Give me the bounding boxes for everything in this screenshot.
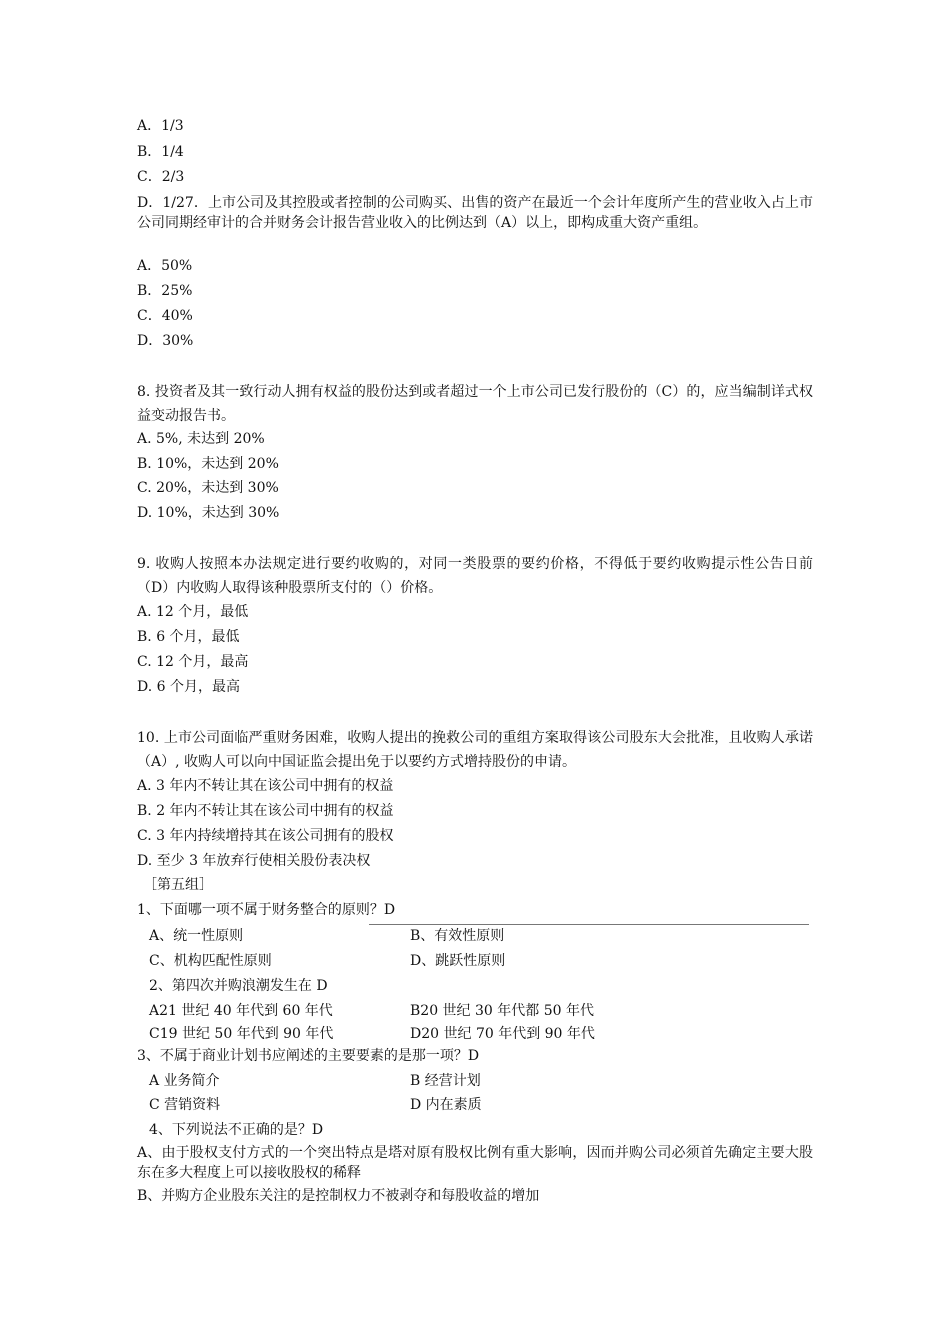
g5-q1-stem: 1、下面哪一项不属于财务整合的原则？D: [137, 902, 396, 918]
g5-q4-option-b: B、并购方企业股东关注的是控制权力不被剥夺和每股收益的增加: [137, 1188, 540, 1204]
q7-option-b: B．25%: [137, 283, 193, 299]
q8-option-a: A. 5%, 未达到 20%: [137, 431, 265, 447]
q10-option-b: B. 2 年内不转让其在该公司中拥有的权益: [137, 803, 394, 819]
q8-option-d: D. 10%，未达到 30%: [137, 505, 280, 521]
question-7-stem: D．1/27．上市公司及其控股或者控制的公司购买、出售的资产在最近一个会计年度所产生的营业收入占上市公司同期经审计的合并财务会计报告营业收入的比例达到（A）以上，即构成重大资产重组。: [137, 195, 813, 231]
g5-q1-option-b: B、有效性原则: [410, 928, 505, 944]
g5-q3-option-d: D 内在素质: [410, 1097, 482, 1113]
g5-q4-stem: 4、下列说法不正确的是？D: [149, 1122, 324, 1138]
g5-q3-option-b: B 经营计划: [410, 1073, 481, 1089]
g5-q1-option-c: C、机构匹配性原则: [149, 953, 272, 969]
question-9-stem: 9. 收购人按照本办法规定进行要约收购的，对同一类股票的要约价格，不得低于要约收购提示性公告日前（D）内收购人取得该种股票所支付的（）价格。: [137, 556, 813, 596]
q7-option-a: A．50%: [137, 258, 193, 274]
q9-option-b: B. 6 个月，最低: [137, 629, 240, 645]
q8-option-c: C. 20%，未达到 30%: [137, 480, 279, 496]
g5-q3-option-a: A 业务简介: [149, 1073, 220, 1089]
question-10-stem: 10. 上市公司面临严重财务困难，收购人提出的挽救公司的重组方案取得该公司股东大会批准，且收购人承诺（A）, 收购人可以向中国证监会提出免于以要约方式增持股份的申请。: [137, 730, 813, 770]
option-c: C．2/3: [137, 169, 185, 185]
q7-option-d: D．30%: [137, 333, 194, 349]
g5-q1-option-a: A、统一性原则: [149, 928, 244, 944]
g5-q2-option-d: D20 世纪 70 年代到 90 年代: [410, 1026, 595, 1042]
q10-option-a: A. 3 年内不转让其在该公司中拥有的权益: [137, 778, 394, 794]
g5-q2-stem: 2、第四次并购浪潮发生在 D: [149, 978, 328, 994]
g5-q2-option-a: A21 世纪 40 年代到 60 年代: [149, 1003, 333, 1019]
g5-q2-option-c: C19 世纪 50 年代到 90 年代: [149, 1026, 334, 1042]
g5-q3-stem: 3、不属于商业计划书应阐述的主要要素的是那一项？D: [137, 1048, 480, 1064]
q9-option-a: A. 12 个月，最低: [137, 604, 249, 620]
q10-option-d: D. 至少 3 年放弃行使相关股份表决权: [137, 853, 371, 869]
option-b: B．1/4: [137, 144, 184, 160]
g5-q1-option-d: D、跳跃性原则: [410, 953, 506, 969]
g5-q4-option-a: A、由于股权支付方式的一个突出特点是塔对原有股权比例有重大影响，因而并购公司必须首先确定主要大股东在多大程度上可以接收股权的稀释: [137, 1145, 813, 1181]
group-5-header: ［第五组］: [143, 877, 213, 893]
q7-option-c: C．40%: [137, 308, 193, 324]
option-a: A．1/3: [137, 118, 184, 134]
question-8-stem: 8. 投资者及其一致行动人拥有权益的股份达到或者超过一个上市公司已发行股份的（C）的，应当编制详式权益变动报告书。: [137, 384, 813, 424]
divider-line: [369, 924, 809, 925]
q8-option-b: B. 10%，未达到 20%: [137, 456, 279, 472]
q10-option-c: C. 3 年内持续增持其在该公司拥有的股权: [137, 828, 394, 844]
g5-q3-option-c: C 营销资料: [149, 1097, 221, 1113]
g5-q2-option-b: B20 世纪 30 年代都 50 年代: [410, 1003, 594, 1019]
q9-option-d: D. 6 个月，最高: [137, 679, 240, 695]
q9-option-c: C. 12 个月，最高: [137, 654, 249, 670]
